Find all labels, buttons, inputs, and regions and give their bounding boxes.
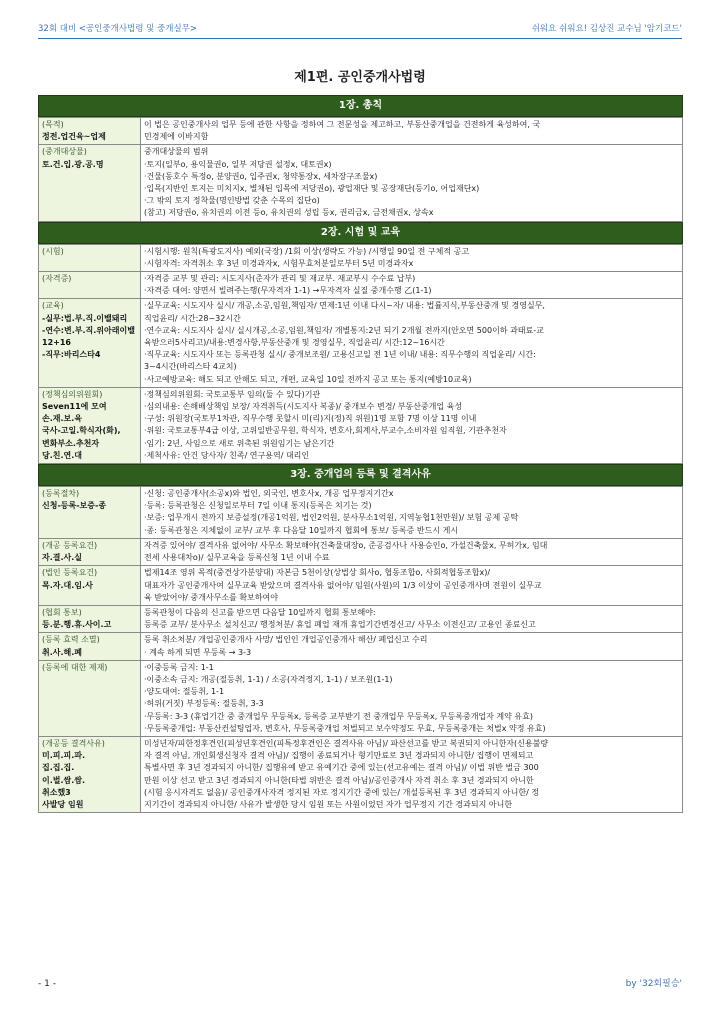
content-line: ·보증: 업무개시 전까지 보증설정(개공1억원, 법인2억원, 분사무소1억원, 지역농협1천만원)/ 보험 공제 공탁 [144, 513, 519, 523]
content-line: ·허위(거짓) 부정등록: 절등취, 3-3 [144, 699, 264, 709]
topic-label-cell [39, 244, 141, 271]
topic-row [39, 118, 683, 145]
content-line: 육 받았어야/ 중개사무소를 확보하여야 [144, 592, 278, 602]
content-line: ·자격증 교부 및 관리: 시도지사(준자가 관리 및 재교부. 재교부시 수수료 납부) [144, 274, 416, 284]
topic-label: (정책심의위원회) [42, 389, 103, 399]
topic-label-cell [39, 633, 141, 660]
topic-label: (시험) [42, 246, 64, 256]
section-table [38, 117, 683, 222]
topic-content-cell [141, 118, 683, 145]
memory-code: 등.분.행.휴.사이.고 [42, 620, 112, 630]
topic-row [39, 145, 683, 221]
topic-row [39, 660, 683, 736]
content-line: 이 법은 공인중개사의 업무 등에 관한 사항을 정하여 그 전문성을 제고하고, 부동산중개업을 건전하게 육성하여, 국 [144, 120, 541, 129]
content-line: 만원 이상 선고 받고 3년 경과되지 아니한(타법 위반은 결격 아님)/공인중개사 자격 취소 후 3년 경과되지 아니한 [144, 775, 534, 785]
topic-row [39, 299, 683, 387]
content-line: ·자격증 대여: 양면서 빌려주는행(무자격자 1-1) →무자격자 실질 중개수행 乙(1-1) [144, 286, 432, 296]
content-line: 대표자가 공인중개사여 실무교육 받았으며 결격사유 없어야/ 임원(사원)의 1/3 이상이 공인중개사며 전원이 실무교 [144, 580, 542, 590]
content-line: 특별사면 후 3년 경과되지 아니한/ 집행유예 받고 유예기간 중에 있는(선고유예는 결격 아님)/ 이법 위반 벌금 300 [144, 763, 539, 773]
memory-code-line: 이.벌.쌈.쌈. [42, 775, 86, 785]
section-header: 1장. 총칙 [38, 95, 683, 117]
content-line: ·무등록: 3-3 (휴업기간 중 중개업무 무등록x, 등록증 교부받기 전 중개업무 무등록x, 무등록중개업자 계약 유효) [144, 711, 534, 721]
content-line: ·직무교육: 시도지사 또는 등록관청 실시/ 중개보조원/ 고용신고일 전 1년 이내/ 내용: 직무수행의 직업윤리/ 시간: [144, 350, 536, 360]
content-line: 등록관청이 다음의 신고를 받으면 다음달 10일까지 협회 통보해야: [144, 607, 376, 617]
memory-code-line: 당.친.연.대 [42, 450, 83, 460]
memory-code: 정전.업건육~업제 [42, 132, 106, 142]
memory-code: 취.사.해.폐 [42, 647, 83, 657]
content-line: ·양도대여: 절등취, 1-1 [144, 687, 225, 697]
content-line: ·사고예방교육: 해도 되고 안해도 되고, 개편, 교육일 10일 전까지 공고 또는 통지(예방10교육) [144, 374, 472, 384]
content-line: 지기간이 경과되지 아니한/ 사유가 발생한 당시 임원 또는 사원이었던 자가 업무정지 기간 경과되지 아니한 [144, 799, 513, 809]
content-line: ·입목(지반인 토지는 미치지x, 별채된 입목에 저당권o), 광업재단 및 공장재단(등기o, 어업재단x) [144, 184, 480, 194]
topic-label: (등록절차) [42, 489, 80, 499]
topic-label: (중개대상물) [42, 147, 87, 157]
topic-label: (목적) [42, 120, 64, 129]
topic-content-cell [141, 660, 683, 736]
footer-credit: by '32회필승' [625, 979, 682, 989]
topic-content-cell [141, 633, 683, 660]
content-line: ·구성: 위원장(국토부1차관, 직무수행 못할시 미(리)지(정)직 위원)1명 포함 7명 이상 11명 이내 [144, 414, 477, 424]
running-header [38, 22, 682, 36]
content-line: 법제14조 영위 목적(중견상가분양대) 자본금 5천이상(상법상 회사o, 협동조합o, 사회적협동조합x)/ [144, 568, 491, 578]
memory-code-line: 변화부소.추천자 [42, 438, 100, 448]
topic-row [39, 487, 683, 539]
content-line: (참고) 저당권o, 유치권의 이전 등o, 유치권의 성립 등x, 권리금x, 금전채권x, 상속x [144, 208, 434, 218]
topic-label-cell [39, 272, 141, 299]
section-table [38, 486, 683, 813]
topic-content-cell [141, 736, 683, 812]
content-line: (시험 응시자격도 없음)/ 공인중개사자격 정지된 자로 정지기간 중에 있는/ 개설등록된 후 3년 경과되지 아니한/ 정 [144, 787, 540, 797]
topic-label: (등록에 대한 제재) [42, 662, 108, 672]
memory-code-line: -연수:변.부.직.위아래이밸12+16 [42, 325, 135, 348]
memory-code: 신청-등록-보증-종 [42, 501, 107, 511]
header-left: 32회 대비 <공인중개사법령 및 중개실무> [38, 24, 198, 34]
topic-label: (협회 통보) [42, 607, 82, 617]
memory-code: 토.건.입.광.공.명 [42, 159, 104, 169]
content-line: 등록증 교부/ 분사무소 설치신고/ 행정처분/ 휴업 폐업 재개 휴업기간변경신고/ 사무소 이전신고/ 고용인 종료신고 [144, 620, 536, 630]
topic-label: (교육) [42, 301, 64, 311]
topic-label-cell [39, 299, 141, 387]
topic-label-cell [39, 118, 141, 145]
memory-code-line: 취소했3 [42, 787, 71, 797]
topic-row [39, 272, 683, 299]
content-line: ·임기: 2년, 사임으로 새로 위촉된 위원임기는 남은기간 [144, 438, 335, 448]
topic-row [39, 605, 683, 632]
topic-content-cell [141, 538, 683, 565]
memory-code-line: 미.피.피.파. [42, 751, 86, 761]
topic-label-cell [39, 538, 141, 565]
content-line: ·정책심의위원회: 국토교통부 임의(둘 수 있다)기관 [144, 389, 321, 399]
memory-code-line: 국사-고일.학식자(화), [42, 426, 121, 436]
header-rule [38, 38, 682, 39]
content-line: ·등록: 등록관청은 신청일로부터 7일 이내 통지(등록은 치기는 것) [144, 501, 372, 511]
content-line: ·토지(일부o, 용익물권o, 일부 저당권 설정x, 대토권x) [144, 159, 332, 169]
content-line: 민경제에 이바지함 [144, 132, 209, 142]
content-line: 육받으러5사리고)/내용:변경사항,부동산중개 및 경영실무, 직업윤리/ 시간:12~16시간 [144, 338, 445, 348]
content-line: ·그 밖의 토지 정착물(명인방법 갖춘 수목의 집단o) [144, 196, 320, 206]
topic-content-cell [141, 487, 683, 539]
topic-label-cell [39, 566, 141, 606]
memory-code-line: 집.집.집. [42, 763, 75, 773]
memory-code-line: Seven11에 모여 [42, 402, 107, 412]
content-line: ·심의내용: 손해배상책임 보장/ 자격취득(시도지사 복종)/ 중개보수 변경/ 부동산중개업 육성 [144, 402, 463, 412]
content-line: 등록 취소처분/ 개업공인중개사 사망/ 법인인 개업공인중개사 해산/ 폐업신고 수리 [144, 635, 428, 645]
content-line: ·건물(동호수 특정o, 분양권o, 입주권x, 청약통장x, 세차장구조물x) [144, 171, 378, 181]
content-line: ·종: 등록관청은 지체없이 교부/ 교부 후 다음달 10일까지 협회에 통보/ 등록증 반드시 게시 [144, 525, 459, 535]
topic-content-cell [141, 145, 683, 221]
memory-code-line: 사발당 임원 [42, 799, 84, 809]
content-line: ·실무교육: 시도지사 실시/ 개공,소공,임원,책임자/ 면제:1년 이내 다시~자/ 내용: 법률지식,부동산중개 및 경영실무, [144, 301, 545, 311]
section-header: 2장. 시험 및 교육 [38, 222, 683, 244]
content-line: ·위원: 국토교통부4급 이상, 고위일반공무원, 학식자, 변호사,회계사,부교수,소비자원 임직원, 기관추천자 [144, 426, 507, 436]
topic-row [39, 736, 683, 812]
topic-content-cell [141, 387, 683, 463]
topic-label-cell [39, 736, 141, 812]
topic-content-cell [141, 272, 683, 299]
topic-row [39, 566, 683, 606]
header-right: 쉬워요 쉬워요! 김상진 교수님 '암기코드' [531, 24, 682, 34]
topic-row [39, 387, 683, 463]
topic-row [39, 244, 683, 271]
topic-content-cell [141, 244, 683, 271]
summary-sheet [38, 95, 683, 813]
topic-row [39, 538, 683, 565]
topic-label-cell [39, 487, 141, 539]
memory-code-line: -실무:법.부.직.이밸돼리 [42, 313, 128, 323]
content-line: ·제척사유: 안건 당사자/ 친족/ 연구용역/ 대리인 [144, 450, 310, 460]
content-line: ·이중등록 금지: 1-1 [144, 662, 214, 672]
topic-label-cell [39, 145, 141, 221]
section-header: 3장. 중개업의 등록 및 결격사유 [38, 464, 683, 486]
page-title: 제1편. 공인중개사법령 [294, 70, 426, 85]
memory-code: 목.자.대.임.사 [42, 580, 93, 590]
content-line: 자격증 있어야/ 결격사유 없어야/ 사무소 확보해야(건축물대장o, 준공검사나 사용승인o, 가설건축물x, 무허가x, 임대 [144, 540, 548, 550]
topic-label: (개공 등록요건) [42, 540, 98, 550]
page-number: - 1 - [38, 979, 56, 989]
topic-label: (등록 효력 소멸) [42, 635, 100, 645]
content-line: 전세 사용대차o)/ 실무교육을 등록신청 1년 이내 수료 [144, 553, 330, 563]
content-line: ·시험시행: 원칙(특광도지사) 예외(국장) /1회 이상(생략도 가능) /시행일 90일 전 구체적 공고 [144, 246, 470, 256]
content-line: 미성년자/피한정후견인(피성년후견인(피특정후견인은 결격사유 아님)/ 파산선고를 받고 복권되지 아니한자(신용불량 [144, 738, 549, 748]
topic-content-cell [141, 299, 683, 387]
section-table [38, 244, 683, 464]
content-line: ·이중소속 금지: 개공(절등취, 1-1) / 소공(자격정지, 1-1) / 보조원(1-1) [144, 674, 393, 684]
topic-label-cell [39, 660, 141, 736]
topic-label: (법인 등록요건) [42, 568, 98, 578]
memory-code: 자.결.사.실 [42, 553, 83, 563]
content-line: ·연수교육: 시도지사 실시/ 실시개공,소공,임원,책임자/ 개별통지:2년 되기 2개월 전까지(안오면 500이하 과태료-교 [144, 325, 544, 335]
content-line: 3~4시간(바리스타 4교치) [144, 362, 237, 372]
content-line: ·시험자격: 자격취소 후 3년 미경과자x, 시험무효처분일로부터 5년 미경과자x [144, 258, 414, 268]
topic-label-cell [39, 387, 141, 463]
topic-label: (개공등 결격사유) [42, 738, 105, 748]
topic-row [39, 633, 683, 660]
memory-code-line: 손.재.보.육 [42, 414, 83, 424]
topic-label-cell [39, 605, 141, 632]
topic-label: (자격증) [42, 274, 72, 284]
topic-content-cell [141, 566, 683, 606]
content-line: ·신청: 공인중개사(소공x)와 법인, 외국인, 변호사x, 개공 업무정지기간x [144, 489, 394, 499]
content-line: 자 결격 아님, 개인회생신청자 결격 아님)/ 집행이 종료되거나 형기만료로 3년 경과되지 아니한/ 집행이 면제되고 [144, 751, 534, 761]
content-line: ·무등록중개업: 부동산컨설팅업자, 변호사, 무등록중개업 처벌되고 보수약정도 무효, 무등록중개는 처벌x 약정 유효) [144, 723, 546, 733]
content-line: 중개대상물의 범위 [144, 147, 209, 157]
memory-code-line: -직무:바리스타4 [42, 350, 101, 360]
content-line: · 계속 하게 되면 무등록 → 3-3 [144, 647, 252, 657]
content-line: 직업윤리/ 시간:28~32시간 [144, 313, 241, 323]
topic-content-cell [141, 605, 683, 632]
